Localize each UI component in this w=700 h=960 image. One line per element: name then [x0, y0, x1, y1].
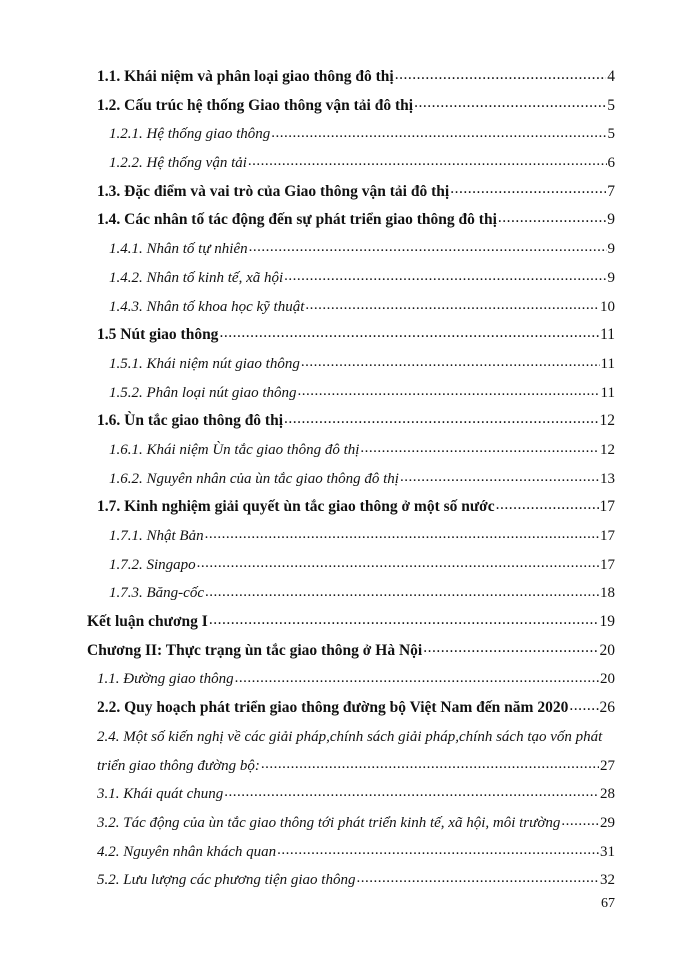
toc-entry[interactable]: 1.4.2. Nhân tố kinh tế, xã hội ..... 9: [87, 264, 615, 293]
toc-entry[interactable]: 1.6.2. Nguyên nhân của ùn tắc giao thông đô thị ..... 13: [87, 465, 615, 494]
toc-entry[interactable]: 1.2.2. Hệ thống vận tải ..... 6: [87, 149, 615, 178]
toc-entry[interactable]: 3.1. Khái quát chung ..... 28: [87, 780, 615, 809]
toc-entry[interactable]: 1.2. Cấu trúc hệ thống Giao thông vận tải đô thị ..... 5: [87, 92, 615, 121]
dot-leader: [284, 267, 606, 282]
dot-leader: [271, 123, 606, 138]
dot-leader: [496, 496, 599, 512]
toc-entry[interactable]: 2.2. Quy hoạch phát triển giao thông đường bộ Việt Nam đến năm 2020 ..... 26: [87, 694, 615, 723]
toc-entry[interactable]: 1.1. Khái niệm và phân loại giao thông đô thị ..... 4: [87, 63, 615, 92]
dot-leader: [360, 439, 599, 454]
toc-entry[interactable]: 4.2. Nguyên nhân khách quan ..... 31: [87, 838, 615, 867]
toc-entry[interactable]: Kết luận chương I ..... 19: [87, 608, 615, 637]
toc-entry[interactable]: 1.7.1. Nhật Bản ..... 17: [87, 522, 615, 551]
dot-leader: [301, 353, 600, 368]
toc-entry[interactable]: 1.7.3. Băng-cốc ..... 18: [87, 579, 615, 608]
toc-entry[interactable]: 1.4. Các nhân tố tác động đến sự phát triển giao thông đô thị ..... 9: [87, 206, 615, 235]
toc-entry[interactable]: 1.7. Kinh nghiệm giải quyết ùn tắc giao thông ở một số nước ..... 17: [87, 493, 615, 522]
dot-leader: [400, 468, 599, 483]
dot-leader: [284, 410, 598, 426]
toc-entry[interactable]: 3.2. Tác động của ùn tắc giao thông tới phát triển kinh tế, xã hội, môi trường ..... 29: [87, 809, 615, 838]
dot-leader: [248, 152, 607, 167]
dot-leader: [414, 94, 606, 110]
dot-leader: [569, 697, 598, 713]
toc-entry[interactable]: 1.7.2. Singapo ..... 17: [87, 551, 615, 580]
toc-entry-line1[interactable]: 2.4. Một số kiến nghị về các giải pháp,chính sách giải pháp,chính sách tạo vốn phát: [97, 728, 603, 745]
toc-entry[interactable]: 5.2. Lưu lượng các phương tiện giao thông ..... 32: [87, 866, 615, 895]
dot-leader: [277, 841, 599, 856]
dot-leader: [298, 382, 600, 397]
toc-entry[interactable]: 1.5 Nút giao thông ..... 11: [87, 321, 615, 350]
dot-leader: [450, 180, 606, 196]
dot-leader: [249, 238, 607, 253]
toc-entry[interactable]: 1.2.1. Hệ thống giao thông ..... 5: [87, 120, 615, 149]
dot-leader: [235, 668, 599, 683]
dot-leader: [561, 812, 599, 827]
toc-entry[interactable]: 1.6.1. Khái niệm Ùn tắc giao thông đô thị ..... 12: [87, 436, 615, 465]
dot-leader: [498, 209, 606, 225]
dot-leader: [205, 582, 599, 597]
table-of-contents: [87, 63, 615, 895]
toc-entry-line2[interactable]: triển giao thông đường bộ: ..... 27: [87, 752, 615, 781]
dot-leader: [261, 755, 599, 770]
toc-entry[interactable]: 1.5.2. Phân loại nút giao thông ..... 11: [87, 379, 615, 408]
toc-entry[interactable]: 1.6. Ùn tắc giao thông đô thị ..... 12: [87, 407, 615, 436]
dot-leader: [219, 324, 599, 340]
dot-leader: [395, 66, 607, 82]
dot-leader: [224, 783, 599, 798]
toc-entry[interactable]: 1.4.1. Nhân tố tự nhiên ..... 9: [87, 235, 615, 264]
toc-entry[interactable]: 1.5.1. Khái niệm nút giao thông ..... 11: [87, 350, 615, 379]
page-number: 67: [601, 896, 615, 911]
toc-entry[interactable]: 1.3. Đặc điểm và vai trò của Giao thông vận tải đô thị ..... 7: [87, 178, 615, 207]
dot-leader: [423, 639, 598, 655]
dot-leader: [197, 554, 599, 569]
dot-leader: [305, 296, 599, 311]
dot-leader: [205, 525, 599, 540]
dot-leader: [356, 869, 599, 884]
dot-leader: [209, 611, 599, 627]
toc-entry[interactable]: 1.4.3. Nhân tố khoa học kỹ thuật ..... 10: [87, 293, 615, 322]
toc-entry[interactable]: Chương II: Thực trạng ùn tắc giao thông ở Hà Nội ..... 20: [87, 637, 615, 666]
toc-entry[interactable]: 1.1. Đường giao thông ..... 20: [87, 665, 615, 694]
